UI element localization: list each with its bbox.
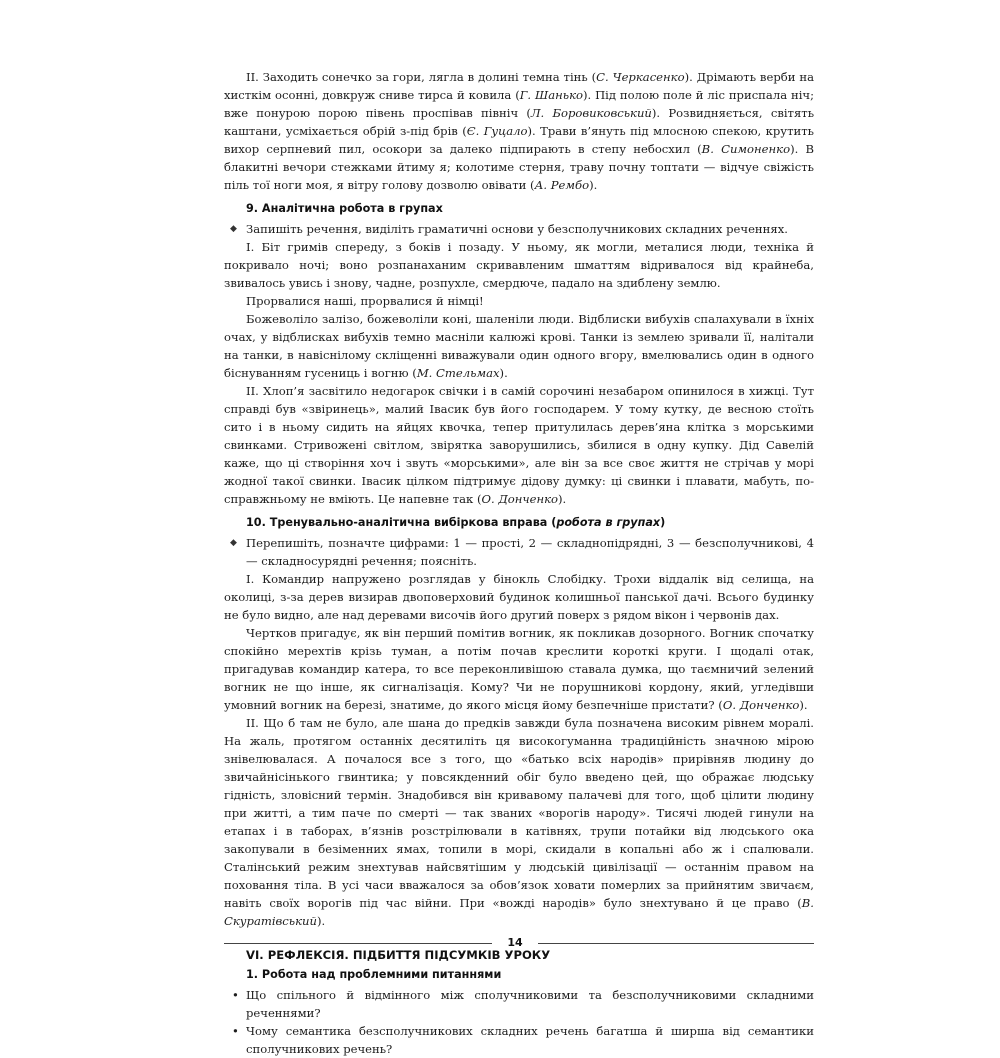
task-text: Запишіть речення, виділіть граматичні основи у безсполучникових складних реченнях.	[246, 222, 788, 236]
paragraph	[224, 382, 814, 508]
paragraph: Прорвалися наші, прорвалися й німці!	[246, 294, 484, 308]
task-instruction	[224, 220, 814, 238]
text-segment: II. Хлоп’я засвітило недогарок свічки і в самій сорочині незабаром опинилося в хижці. Тут справді був «звіринець», малий Івасик був його господарем. У тому кутку, де весною стоїть сито і в ньому сидить на яйцях квочка, тепер притулилась дерев’яна клітка з морськими свинками. Стривожені світлом, звірятка заворушились, збилися в одну купку. Дід Савелій каже, що ці створіння хоч і звуть «морськими», але він за все своє життя не стрічав у морі жодної такої свинки. Івасик цілком підтримує дідову думку: ці свинки і плавати, мабуть, по-справжньому не вміють. Це напевне так (	[224, 384, 814, 506]
question-text: Що спільного й відмінного між сполучниковими та безсполучниковими складними реченнями?	[246, 988, 814, 1020]
page-footer	[224, 934, 814, 952]
text-segment: II. Заходить сонечко за гори, лягла в долині темна тінь (	[246, 70, 597, 84]
diamond-bullet-icon: ◆	[230, 538, 237, 548]
paragraph: I. Біт гримів спереду, з боків і позаду. У ньому, як могли, металися люди, техніка й покривало ночі; воно розпанаханим скривавленим шматтям відривалося від крайнеба, звивалось увись і знову, чадне, розпухле, смердюче, падало на здиблену землю.	[224, 240, 814, 290]
task-text: Перепишіть, позначте цифрами: 1 — прості, 2 — складнопідрядні, 3 — безсполучникові, 4 — складносурядні речення; поясніть.	[246, 536, 814, 568]
paragraph	[224, 310, 814, 382]
text-segment: ). Під полою поле й ліс приспала ніч; вже понурою порою півень проспівав північ (	[224, 88, 814, 120]
page-content	[224, 68, 814, 1058]
page-number: 14	[507, 936, 523, 949]
paragraph-weather-examples	[224, 68, 814, 194]
list-item	[224, 1022, 814, 1058]
author-name: В. Симоненко	[701, 142, 791, 156]
section-heading-10	[246, 514, 814, 532]
task-instruction	[224, 534, 814, 570]
bullet-icon: •	[232, 988, 239, 1002]
author-name: В. Скуратівський	[224, 896, 814, 928]
question-text: Чому семантика безсполучникових складних речень багатша й ширша від семантики сполучникових речень?	[246, 1024, 814, 1056]
text-segment: ).	[589, 178, 598, 192]
paragraph	[224, 624, 814, 714]
footer-rule-left	[224, 943, 492, 944]
author-name: О. Донченко	[481, 492, 559, 506]
text-segment: ).	[558, 492, 567, 506]
paragraph: I. Командир напружено розглядав у бінокль Слобідку. Трохи віддалік від селища, на околиці, з-за дерев визирав двоповерховий будинок колишньої панської дачі. Всього будинку не було видно, але над деревами височів його другий поверх з рядом вікон і червонів дах.	[224, 572, 814, 622]
bullet-icon: •	[232, 1024, 239, 1038]
text-segment: ). Дрімають верби на хисткім осонні, довкруж сниве тирса й ковила (	[224, 70, 815, 102]
author-name: Г. Шанько	[519, 88, 583, 102]
paragraph	[224, 714, 814, 930]
heading-text: )	[660, 516, 666, 529]
text-segment: ). Трави в’януть під млосною спекою, крутить вихор серпневий пил, осокори за далеко підпирають в степу небосхил (	[224, 124, 814, 156]
text-segment: ). Розвидняється, світять каштани, усміхається обрій з-під брів (	[224, 106, 815, 138]
author-name: А. Рембо	[534, 178, 590, 192]
text-segment: ).	[799, 698, 808, 712]
text-segment: Божеволіло залізо, божеволіли коні, шаленіли люди. Відблиски вибухів спалахували в їхніх очах, у відблисках вибухів темно масніли калюжі крові. Танки із землею зривали її, налітали на танки, в навісніломy скліщенні виважували один одного вгору, вмелювались один в одного біснуванням гусениць і вогню (	[224, 312, 814, 380]
author-name: О. Донченко	[722, 698, 800, 712]
heading-text: 10. Тренувально-аналітична вибіркова вправа (	[246, 516, 557, 529]
text-segment: ).	[316, 914, 326, 928]
text-segment: ).	[499, 366, 508, 380]
section-heading-9: 9. Аналітична робота в групах	[246, 202, 443, 215]
author-name: Є. Гуцало	[466, 124, 528, 138]
subheading-problem-questions: 1. Робота над проблемними питаннями	[246, 968, 502, 981]
heading-italic: робота в групах	[556, 516, 661, 529]
author-name: С. Черкасенко	[596, 70, 685, 84]
text-segment: Чертков пригадує, як він перший помітив вогник, як покликав дозорного. Вогник спочатку спокійно мерехтів крізь туман, а потім почав креслити короткі круги. І щодалі отак, пригадував командир катера, то все переконливішою ставала думка, що таємничий зелений вогник не що інше, як сигналізація. Кому? Чи не порушникові кордону, який, угледівши умовний вогник на березі, знатиме, до якого місця йому безпечніше пристати? (	[224, 626, 814, 712]
author-name: Л. Боровиковський	[530, 106, 652, 120]
section-heading-reflection: VI. РЕФЛЕКСІЯ. ПІДБИТТЯ ПІДСУМКІВ УРОКУ	[246, 948, 551, 962]
author-name: М. Стельмах	[416, 366, 500, 380]
list-item	[224, 986, 814, 1022]
footer-rule-right	[538, 943, 814, 944]
text-segment: II. Що б там не було, але шана до предків завжди була позначена високим рівнем моралі. На жаль, протягом останніх десятиліть ця високогуманна традиційність значною мірою знівелювалася. А почалося все з того, що «батько всіх народів» прирівняв людину до звичайнісінького гвинтика; у повсякденний обіг було введено цей, що ображає людську гідність, зловісний термін. Знадобився він кривавому палачеві для того, щоб цілити людину при житті, а тим паче по смерті — так званих «ворогів народу». Тисячі людей гинули на етапах і в таборах, в’язнів розстрілювали в катівнях, трупи потайки від людського ока закопували в безіменних ямах, топили в морі, скидали в копальні або ж і спалювали. Сталінський режим знехтував найсвятішим у людській цивілізації — останнім правом на поховання тіла. В усі часи вважалося за обов’язок ховати померлих за прийнятим звичаєм, навіть своїх ворогів під час війни. При «вожді народів» було знехтувано й це право (	[224, 716, 814, 910]
text-segment: ). В блакитні вечори стежками йтиму я; колотиме стерня, траву почну топтати — відчуе свіжість піль тої ноги моя, я вітру голову дозволю овівати (	[224, 142, 815, 192]
diamond-bullet-icon: ◆	[230, 224, 237, 234]
